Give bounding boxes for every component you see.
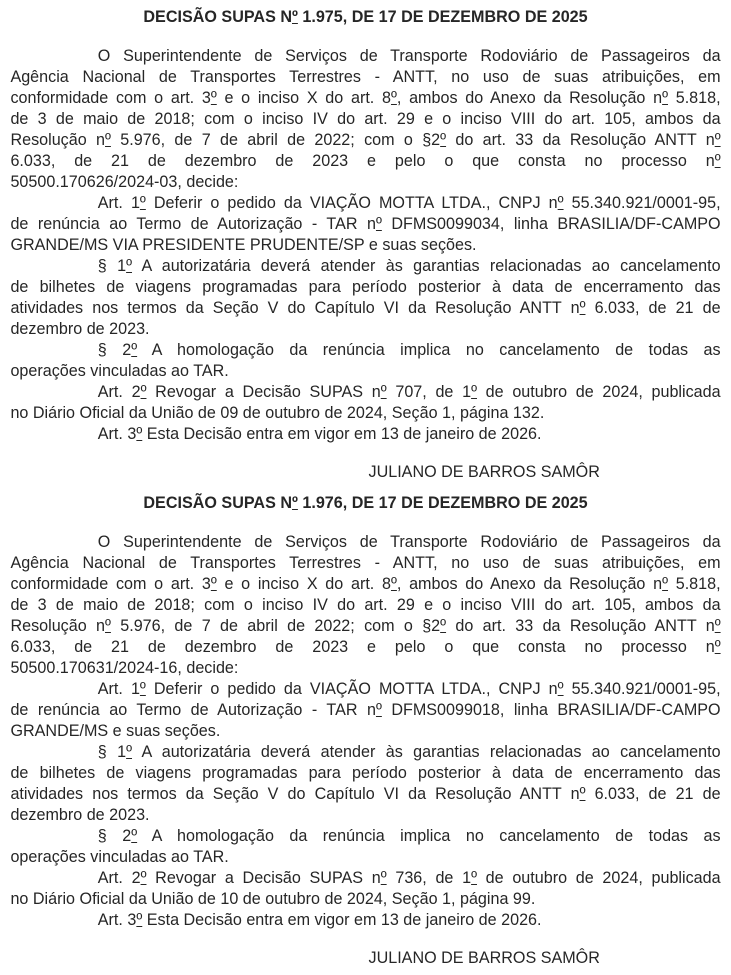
text-line: operações vinculadas ao TAR. (10, 847, 229, 866)
ordinal-indicator: º (105, 130, 111, 149)
ordinal-indicator: º (126, 742, 133, 761)
decision-paragraph (10, 192, 720, 255)
ordinal-indicator: º (291, 493, 298, 512)
ordinal-indicator: º (131, 826, 138, 845)
ordinal-indicator: º (136, 424, 143, 443)
ordinal-indicator: º (714, 151, 721, 170)
text-line: 6.033, de 21 de dezembro de 2023 e pelo o que consta no processo nº (10, 151, 721, 170)
ordinal-indicator: º (440, 616, 447, 635)
text-line: conformidade com o art. 3º e o inciso X do art. 8º, ambos do Anexo da Resolução nº 5.818, (10, 574, 721, 593)
ordinal-indicator: º (131, 340, 138, 359)
ordinal-indicator: º (390, 574, 397, 593)
ordinal-indicator: º (579, 298, 586, 317)
text-line: GRANDE/MS e suas seções. (10, 721, 221, 740)
ordinal-indicator: º (380, 382, 387, 401)
decision-paragraph (10, 381, 720, 423)
decision-paragraph (10, 909, 720, 930)
ordinal-indicator: º (557, 679, 564, 698)
decision-paragraph (10, 45, 720, 192)
text-line: 50500.170626/2024-03, decide: (10, 172, 239, 191)
text-line: GRANDE/MS VIA PRESIDENTE PRUDENTE/SP e suas seções. (10, 235, 477, 254)
text-line: Art. 3º Esta Decisão entra em vigor em 13 de janeiro de 2026. (97, 910, 542, 929)
decision-paragraph (10, 255, 720, 339)
ordinal-indicator: º (579, 784, 586, 803)
text-line: atividades nos termos da Seção V do Capítulo VI da Resolução ANTT nº 6.033, de 21 de (10, 784, 721, 803)
ordinal-indicator: º (471, 868, 477, 887)
decision-paragraph (10, 867, 720, 909)
ordinal-indicator: º (662, 574, 669, 593)
text-line: 6.033, de 21 de dezembro de 2023 e pelo o que consta no processo nº (10, 637, 721, 656)
ordinal-indicator: º (471, 382, 477, 401)
text-line: operações vinculadas ao TAR. (10, 361, 229, 380)
text-line: § 1º A autorizatária deverá atender às garantias relacionadas ao cancelamento (97, 256, 721, 275)
decision-paragraph (10, 531, 720, 678)
ordinal-indicator: º (210, 574, 217, 593)
text-line: Art. 2º Revogar a Decisão SUPAS nº 707, de 1º de outubro de 2024, publicada (97, 382, 721, 401)
decision-title: DECISÃO SUPAS Nº 1.976, DE 17 DE DEZEMBRO DE 2025 (143, 493, 588, 512)
decision-title: DECISÃO SUPAS Nº 1.975, DE 17 DE DEZEMBRO DE 2025 (143, 7, 588, 26)
text-line: de 3 de maio de 2018; com o inciso IV do art. 29 e o inciso VIII do art. 105, ambos da (10, 595, 721, 614)
text-line: Art. 1º Deferir o pedido da VIAÇÃO MOTTA LTDA., CNPJ nº 55.340.921/0001-95, (97, 193, 721, 212)
text-line: conformidade com o art. 3º e o inciso X do art. 8º, ambos do Anexo da Resolução nº 5.818, (10, 88, 721, 107)
ordinal-indicator: º (136, 910, 143, 929)
text-line: Art. 2º Revogar a Decisão SUPAS nº 736, de 1º de outubro de 2024, publicada (97, 868, 721, 887)
ordinal-indicator: º (375, 700, 382, 719)
ordinal-indicator: º (291, 7, 298, 26)
ordinal-indicator: º (126, 256, 133, 275)
text-line: de bilhetes de viagens programadas para período posterior à data de encerramento das (10, 763, 721, 782)
text-line: § 1º A autorizatária deverá atender às garantias relacionadas ao cancelamento (97, 742, 721, 761)
ordinal-indicator: º (714, 637, 721, 656)
text-line: Agência Nacional de Transportes Terrestres - ANTT, no uso de suas atribuições, em (10, 67, 721, 86)
ordinal-indicator: º (714, 616, 721, 635)
text-line: O Superintendente de Serviços de Transporte Rodoviário de Passageiros da (97, 532, 721, 551)
ordinal-indicator: º (714, 130, 721, 149)
text-line: § 2º A homologação da renúncia implica no cancelamento de todas as (97, 826, 721, 845)
text-line: Agência Nacional de Transportes Terrestres - ANTT, no uso de suas atribuições, em (10, 553, 721, 572)
text-line: Art. 3º Esta Decisão entra em vigor em 13 de janeiro de 2026. (97, 424, 542, 443)
ordinal-indicator: º (440, 130, 447, 149)
ordinal-indicator: º (390, 88, 397, 107)
ordinal-indicator: º (210, 88, 217, 107)
ordinal-indicator: º (140, 868, 147, 887)
decision-paragraph (10, 825, 720, 867)
text-line: § 2º A homologação da renúncia implica no cancelamento de todas as (97, 340, 721, 359)
text-line: dezembro de 2023. (10, 805, 150, 824)
ordinal-indicator: º (662, 88, 669, 107)
text-line: O Superintendente de Serviços de Transporte Rodoviário de Passageiros da (97, 46, 721, 65)
decision-section (10, 6, 720, 482)
text-line: no Diário Oficial da União de 09 de outubro de 2024, Seção 1, página 132. (10, 403, 545, 422)
ordinal-indicator: º (375, 214, 382, 233)
text-line: Resolução nº 5.976, de 7 de abril de 2022; com o §2º do art. 33 da Resolução ANTT nº (10, 130, 721, 149)
decision-paragraph (10, 678, 720, 741)
text-line: de renúncia ao Termo de Autorização - TAR nº DFMS0099018, linha BRASILIA/DF-CAMPO (10, 700, 721, 719)
decision-section (10, 492, 720, 968)
text-line: de bilhetes de viagens programadas para período posterior à data de encerramento das (10, 277, 721, 296)
text-line: de renúncia ao Termo de Autorização - TAR nº DFMS0099034, linha BRASILIA/DF-CAMPO (10, 214, 721, 233)
text-line: 50500.170631/2024-16, decide: (10, 658, 239, 677)
signature-name: JULIANO DE BARROS SAMÔR (368, 948, 600, 967)
text-line: de 3 de maio de 2018; com o inciso IV do art. 29 e o inciso VIII do art. 105, ambos da (10, 109, 721, 128)
ordinal-indicator: º (139, 679, 146, 698)
text-line: Resolução nº 5.976, de 7 de abril de 2022; com o §2º do art. 33 da Resolução ANTT nº (10, 616, 721, 635)
text-line: no Diário Oficial da União de 10 de outubro de 2024, Seção 1, página 99. (10, 889, 536, 908)
ordinal-indicator: º (139, 193, 146, 212)
decision-paragraph (10, 741, 720, 825)
ordinal-indicator: º (105, 616, 111, 635)
text-line: Art. 1º Deferir o pedido da VIAÇÃO MOTTA LTDA., CNPJ nº 55.340.921/0001-95, (97, 679, 721, 698)
decision-paragraph (10, 423, 720, 444)
signature-name: JULIANO DE BARROS SAMÔR (368, 462, 600, 481)
text-line: dezembro de 2023. (10, 319, 150, 338)
text-line: atividades nos termos da Seção V do Capítulo VI da Resolução ANTT nº 6.033, de 21 de (10, 298, 721, 317)
decision-paragraph (10, 339, 720, 381)
ordinal-indicator: º (557, 193, 564, 212)
ordinal-indicator: º (140, 382, 147, 401)
ordinal-indicator: º (380, 868, 387, 887)
